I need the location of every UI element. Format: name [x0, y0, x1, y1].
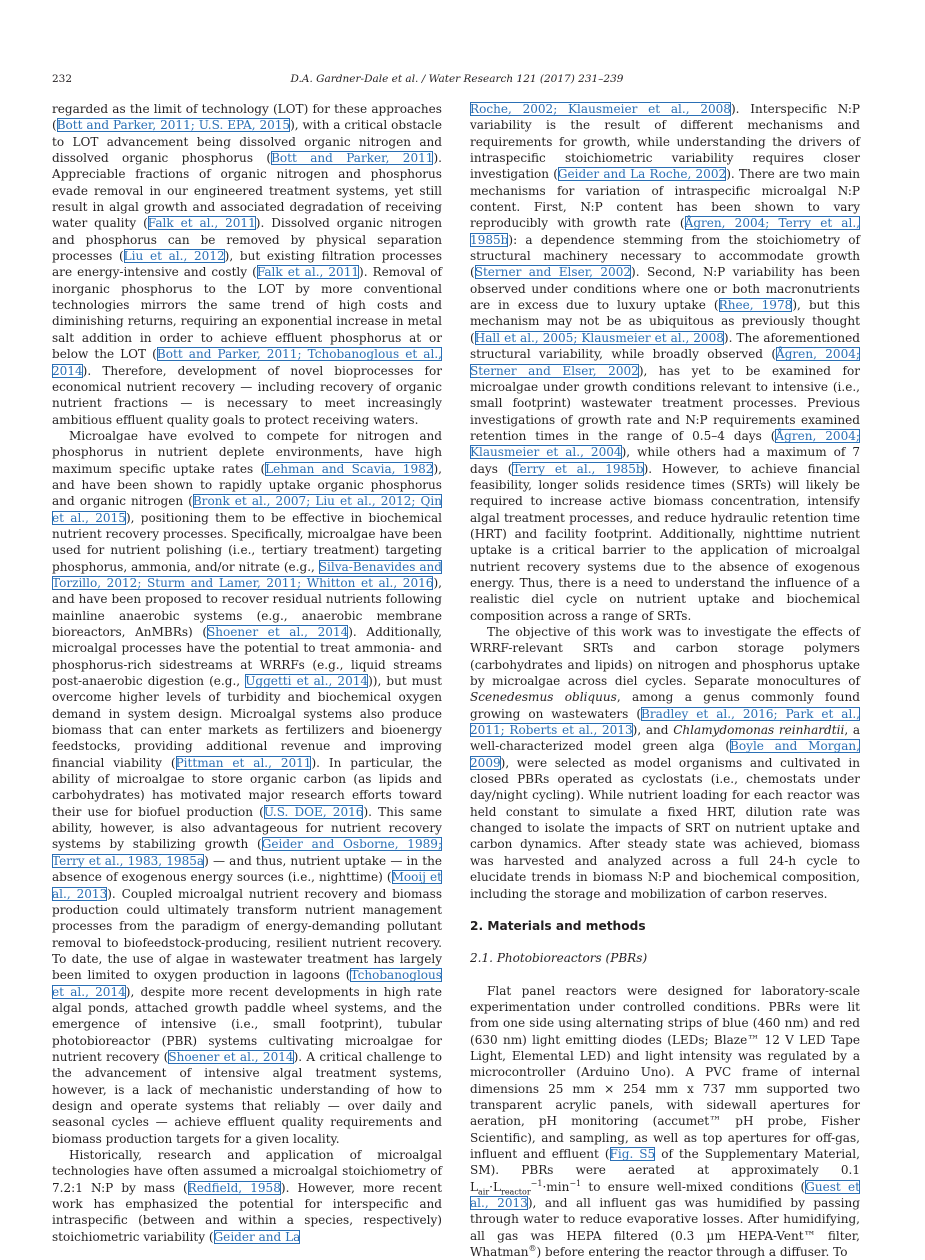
text-run: ): a dependence stemming from the stoichiometry of structural machinery necessary to accommodate growth (: [470, 232, 860, 280]
text-run: ). Appreciable fractions of organic nitrogen and phosphorus evade removal in our engineered treatment systems, yet still result in algal growth and associated degradation of receiving water quality (: [52, 151, 442, 231]
citation-link[interactable]: Ågren, 2004; Terry et al., 1985b: [470, 216, 860, 247]
text-run: ), while others had a maximum of 7 days (: [470, 445, 860, 476]
citation-link[interactable]: Bradley et al., 2016; Park et al., 2011; Roberts et al., 2013: [470, 706, 860, 738]
text-run: The objective of this work was to investigate the effects of WRRF-relevant SRTs and carbon storage polymers (carbohydrates and lipids) on nitrogen and phosphorus uptake by microalgae across diel cycles. Separate monocultures of: [470, 625, 860, 689]
citation-link[interactable]: Uggetti et al., 2014: [245, 674, 369, 689]
superscript: −1: [530, 1178, 543, 1188]
text-run: ), and have been shown to rapidly uptake organic phosphorus and organic nitrogen (: [52, 461, 442, 509]
text-run: ), but existing filtration processes are energy-intensive and costly (: [52, 249, 442, 280]
text-run: ), were selected as model organisms and cultivated in closed PBRs operated as cyclostats (i.e., chemostats under day/night cycling). While nutrient loading for each reactor was held constant to simulate a fixed HRT, dilution rate was changed to isolate the impacts of SRT on nutrient uptake and carbon dynamics. After steady state was achieved, biomass was harvested and analyzed across a full 24-h cycle to elucidate trends in biomass N:P and biochemical composition, including the storage and mobilization of carbon reserves.: [470, 755, 860, 901]
text-run: ), with a critical obstacle to LOT advancement being dissolved organic nitrogen and dissolved organic phosphorus (: [52, 118, 443, 166]
text-run: ). Therefore, development of novel bioprocesses for economical nutrient recovery — including recovery of organic nutrient fractions — is necessary to meet increasingly ambitious effluent quality goals to protect receiving waters.: [52, 363, 442, 427]
text-run: ), and: [632, 723, 674, 738]
citation-link[interactable]: Guest et al., 2013: [470, 1179, 860, 1210]
text-run: , a well-characterized model green alga (: [470, 723, 861, 754]
left-column: [52, 101, 442, 1245]
text-run: regarded as the limit of technology (LOT) for these approaches (: [52, 102, 442, 133]
citation-link[interactable]: Terry et al., 1985b: [512, 461, 644, 476]
text-run: )), but must overcome higher levels of turbidity and biochemical oxygen demand in system design. Microalgal systems also produce biomass that can enter markets as fertilizers and bioenergy feedstocks, providing additional revenue and improving financial viability (: [52, 674, 443, 770]
text-run: ), and have been proposed to recover residual nutrients following mainline anaerobic systems (e.g., anaerobic membrane bioreactors, AnMBRs) (: [52, 575, 442, 639]
text-run: Flat panel reactors were designed for laboratory-scale experimentation under controlled conditions. PBRs were lit from one side using alternating strips of blue (460 nm) and red (630 nm) light emitting diodes (LEDs; Blaze™ 12 V LED Tape Light, Elemental LED) and light intensity was regulated by a microcontroller (Arduino Uno). A PVC frame of internal dimensions 25 mm × 254 mm x 737 mm supported two transparent acrylic panels, with sidewall apertures for aeration, pH monitoring (accumet™ pH probe, Fisher Scientific), and sampling, as well as top apertures for off-gas, influent and effluent (: [470, 983, 860, 1161]
text-run: ). This same ability, however, is also advantageous for nutrient recovery systems by stabilizing growth (: [52, 804, 442, 852]
superscript: −1: [569, 1178, 582, 1188]
citation-link[interactable]: Rhee, 1978: [718, 298, 793, 313]
citation-link[interactable]: Lehman and Scavia, 1982: [265, 461, 434, 476]
text-run: ). In particular, the ability of microalgae to store organic carbon (as lipids and carbohydrates) has motivated major research efforts toward their use for biofuel production (: [52, 755, 442, 819]
citation-link[interactable]: Hall et al., 2005; Klausmeier et al., 2008: [474, 330, 724, 345]
citation-link[interactable]: Geider and Osborne, 1989; Terry et al., 1983, 1985a: [52, 837, 443, 868]
running-head: D.A. Gardner-Dale et al. / Water Research 121 (2017) 231–239: [290, 73, 624, 85]
citation-link[interactable]: Liu et al., 2012: [123, 249, 225, 264]
citation-link[interactable]: Geider and La Roche, 2002: [557, 167, 727, 182]
citation-link[interactable]: Mooij et al., 2013: [52, 870, 442, 901]
citation-link[interactable]: Sterner and Elser, 2002: [474, 265, 632, 280]
citation-link[interactable]: Bott and Parker, 2011; U.S. EPA, 2015: [56, 118, 291, 133]
subscript: air: [478, 1187, 490, 1197]
citation-link[interactable]: Shoener et al., 2014: [207, 625, 349, 639]
citation-link[interactable]: Bott and Parker, 2011; Tchobanoglous et al., 2014: [52, 347, 442, 378]
text-run: ). Removal of inorganic phosphorus to the LOT by more conventional technologies mirrors the same trend of high costs and diminishing returns, requiring an exponential increase in metal salt addition in order to achieve effluent phosphorus at or below the LOT (: [52, 265, 442, 362]
citation-link[interactable]: Redfield, 1958: [187, 1180, 281, 1195]
citation-link[interactable]: Ågren, 2004; Sterner and Elser, 2002: [470, 347, 860, 378]
text-run: ). Coupled microalgal nutrient recovery and biomass production could ultimately transform nutrient management processes from the paradigm of energy-demanding pollutant removal to biofeedstock-producing, resilient nutrient recovery. To date, the use of algae in wastewater treatment has largely been limited to oxygen production in lagoons (: [52, 886, 442, 983]
text-run: ), despite more recent developments in high rate algal ponds, attached growth paddle wheel systems, and the emergence of intensive (i.e., small footprint), tubular photobioreactor (PBR) systems cultivating microalgae for nutrient recovery (: [52, 984, 442, 1064]
citation-link[interactable]: Geider and La: [213, 1229, 301, 1244]
paragraph: [470, 101, 860, 624]
citation-link[interactable]: U.S. DOE, 2016: [263, 804, 364, 819]
citation-link[interactable]: Tchobanoglous et al., 2014: [52, 968, 442, 999]
text-run: ), but this mechanism may not be as ubiquitous as previously thought (: [470, 298, 860, 345]
text-run: of the Supplementary Material, SM). PBRs were aerated at approximately 0.1 L: [470, 1146, 860, 1194]
text-run: ). A critical challenge to the advancement of intensive algal treatment systems, however, is a lack of mechanistic understanding of how to design and operate systems that reliably — over daily and seasonal cycles — achieve effluent quality requirements and biomass production targets for a given locality.: [52, 1049, 442, 1146]
text-run: ). Interspecific N:P variability is the result of different mechanisms and requirements for growth, while understanding the drivers of intraspecific stoichiometric variability requires closer investigation (: [470, 102, 860, 182]
text-run: ), and all influent gas was humidified by passing through water to reduce evaporative losses. After humidifying, all gas was HEPA filtered (0.3 µm HEPA-Vent™ filter, Whatman: [470, 1196, 860, 1260]
text-run: to ensure well-mixed conditions (: [581, 1179, 806, 1194]
citation-link[interactable]: Bronk et al., 2007; Liu et al., 2012; Qin et al., 2015: [52, 494, 442, 525]
text-run: ). However, more recent work has emphasized the potential for interspecific and intraspecific (between and within a species, respectively) stoichiometric variability (: [52, 1180, 442, 1244]
page-number: 232: [52, 73, 73, 85]
paragraph: [470, 983, 860, 1260]
text-run: ). However, to achieve financial feasibility, longer solids residence times (SRTs) will likely be required to increase active biomass concentration, intensify algal treatment processes, and reduce hydraulic retention time (HRT) and facility footprint. Additionally, nighttime nutrient uptake is a critical barrier to the application of microalgal nutrient recovery systems due to the absence of exogenous energy. Thus, there is a need to understand the influence of a realistic diel cycle on nutrient uptake and biochemical composition across a range of SRTs.: [470, 461, 860, 623]
text-run: ). The aforementioned structural variability, while broadly observed (: [470, 330, 860, 362]
text-run: ·min: [542, 1179, 570, 1194]
species-name: Chlamydomonas reinhardtii: [673, 723, 845, 738]
text-run: ). Second, N:P variability has been observed under conditions where one or both macronutrients are in excess due to luxury uptake (: [470, 265, 860, 313]
page-header: [52, 73, 862, 89]
section-title: 2. Materials and methods: [470, 918, 646, 933]
text-run: ·L: [489, 1179, 501, 1194]
subscript: reactor: [501, 1187, 531, 1197]
paragraph: [470, 624, 860, 902]
text-run: ), has yet to be examined for microalgae under growth conditions relevant to intensive (i.e., small footprint) wastewater treatment processes. Previous investigations of growth rate and N:P requirements examined retention times in the range of 0.5–4 days (: [470, 363, 860, 443]
subsection-title: 2.1. Photobioreactors (PBRs): [470, 951, 648, 966]
text-run: ). Additionally, microalgal processes have the potential to treat ammonia- and phosphorus-rich sidestreams at WRRFs (e.g., liquid streams post-anaerobic digestion (e.g.,: [52, 625, 442, 689]
text-run: ). There are two main mechanisms for variation of intraspecific microalgal N:P content. First, N:P content has been shown to vary reproducibly with growth rate (: [470, 167, 860, 231]
text-run: Microalgae have evolved to compete for nitrogen and phosphorus in nutrient deplete environments, have high maximum specific uptake rates (: [52, 428, 442, 476]
paragraph: [52, 428, 442, 1147]
text-run: ), positioning them to be effective in biochemical nutrient recovery processes. Specifically, microalgae have been used for nutrient polishing (i.e., tertiary treatment) targeting phosphorus, ammonia, and/or nitrate (e.g.,: [52, 510, 442, 574]
citation-link[interactable]: Shoener et al., 2014: [168, 1049, 294, 1064]
citation-link[interactable]: Falk et al., 2011: [256, 265, 360, 280]
citation-link[interactable]: Bott and Parker, 2011: [271, 151, 434, 166]
text-run: , among a genus commonly found growing on wastewaters (: [470, 690, 860, 721]
citation-link[interactable]: Boyle and Morgan, 2009: [470, 739, 860, 770]
paragraph: [52, 101, 442, 428]
citation-link[interactable]: Roche, 2002; Klausmeier et al., 2008: [470, 102, 731, 116]
text-run: ). Dissolved organic nitrogen and phosphorus can be removed by physical separation processes (: [52, 216, 442, 264]
species-name: Scenedesmus obliquus: [470, 690, 617, 705]
citation-link[interactable]: Ågren, 2004; Klausmeier et al., 2004: [470, 428, 860, 460]
citation-link[interactable]: Fig. S5: [609, 1146, 656, 1161]
superscript: ®: [528, 1244, 537, 1254]
text-run: Historically, research and application of microalgal technologies have often assumed a microalgal stoichiometry of 7.2:1 N:P by mass (: [52, 1148, 442, 1195]
text-run: ) before entering the reactor through a diffuser. To: [536, 1245, 848, 1260]
citation-link[interactable]: Falk et al., 2011: [147, 216, 256, 231]
text-run: ) — and thus, nutrient uptake — in the absence of exogenous energy sources (i.e., nighttime) (: [52, 853, 442, 885]
right-column: [470, 101, 860, 1260]
citation-link[interactable]: Pittman et al., 2011: [175, 755, 312, 770]
citation-link[interactable]: Silva-Benavides and Torzillo, 2012; Sturm and Lamer, 2011; Whitton et al., 2016: [52, 559, 442, 590]
paragraph: [52, 1147, 442, 1245]
